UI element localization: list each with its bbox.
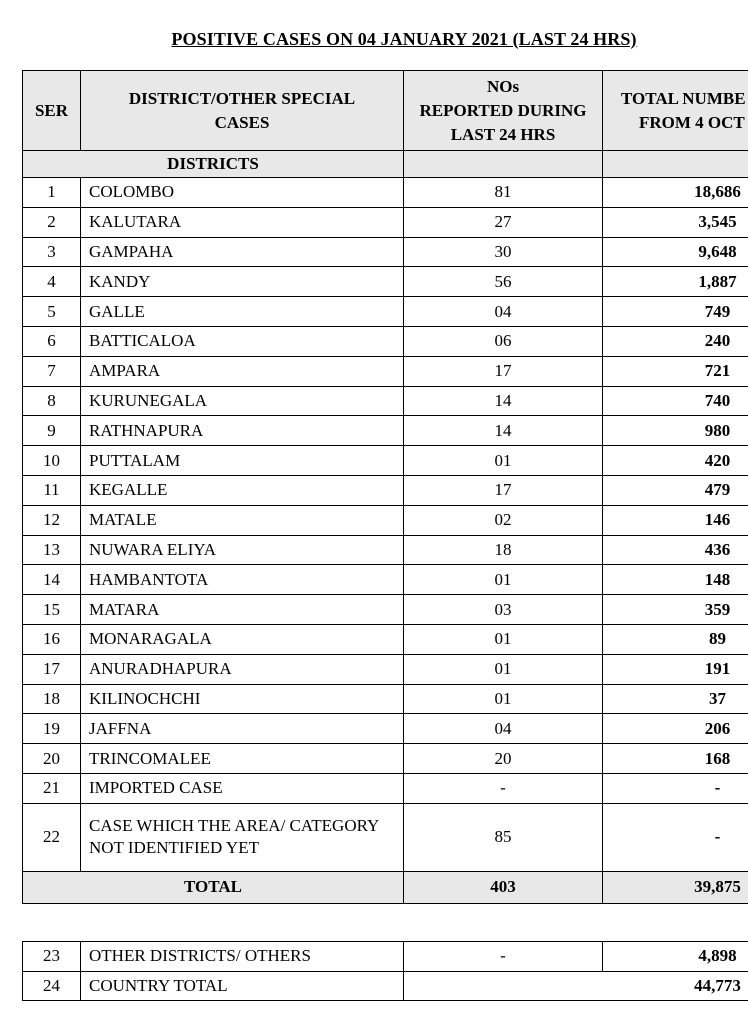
row-name: HAMBANTOTA (81, 565, 404, 595)
row-reported: 04 (404, 297, 603, 327)
row-reported: 17 (404, 475, 603, 505)
table-row (23, 326, 748, 356)
table-row (23, 565, 748, 595)
table-row (23, 595, 748, 625)
row-total: 359 (603, 595, 748, 625)
header-total (603, 71, 748, 151)
row-total: 44,773 (404, 971, 748, 1001)
row-reported: 04 (404, 714, 603, 744)
row-ser: 3 (23, 237, 81, 267)
row-reported: 85 (404, 803, 603, 871)
row-name: RATHNAPURA (81, 416, 404, 446)
total-reported: 403 (404, 871, 603, 903)
cases-table (22, 70, 748, 904)
row-name: NUWARA ELIYA (81, 535, 404, 565)
row-reported: 01 (404, 565, 603, 595)
total-total: 39,875 (603, 871, 748, 903)
row-ser: 15 (23, 595, 81, 625)
row-name: JAFFNA (81, 714, 404, 744)
row-reported: 18 (404, 535, 603, 565)
row-reported: 56 (404, 267, 603, 297)
row-total: 146 (603, 505, 748, 535)
row-name: ANURADHAPURA (81, 654, 404, 684)
row-name: MATALE (81, 505, 404, 535)
table-row (23, 773, 748, 803)
row-name: MONARAGALA (81, 624, 404, 654)
section-label: DISTRICTS (23, 151, 404, 178)
row-reported: - (404, 773, 603, 803)
row-ser: 24 (23, 971, 81, 1001)
table-row (23, 624, 748, 654)
row-ser: 22 (23, 803, 81, 871)
header-reported-line1: NOs (486, 76, 520, 96)
row-reported: 01 (404, 654, 603, 684)
row-ser: 2 (23, 207, 81, 237)
row-name: CASE WHICH THE AREA/ CATEGORY NOT IDENTIFIED YET (81, 803, 404, 871)
table-row (23, 971, 748, 1001)
table-row (23, 297, 748, 327)
row-ser: 4 (23, 267, 81, 297)
row-ser: 6 (23, 326, 81, 356)
row-ser: 23 (23, 942, 81, 972)
row-reported: 30 (404, 237, 603, 267)
row-total: 206 (603, 714, 748, 744)
total-label: TOTAL (23, 871, 404, 903)
header-reported-line2: REPORTED DURING (419, 100, 587, 120)
row-name: KALUTARA (81, 207, 404, 237)
row-total: 4,898 (603, 942, 748, 972)
row-total: 1,887 (603, 267, 748, 297)
table-row (23, 267, 748, 297)
page-title: POSITIVE CASES ON 04 JANUARY 2021 (LAST 24 HRS) (171, 29, 637, 49)
row-ser: 12 (23, 505, 81, 535)
header-total-line2: FROM 4 OCT (639, 112, 745, 132)
row-total: 191 (603, 654, 748, 684)
row-ser: 18 (23, 684, 81, 714)
row-ser: 5 (23, 297, 81, 327)
row-total: 148 (603, 565, 748, 595)
table-row (23, 446, 748, 476)
row-total: 9,648 (603, 237, 748, 267)
section-row (23, 151, 748, 178)
header-district-line2: CASES (214, 112, 270, 132)
row-name: COUNTRY TOTAL (81, 971, 404, 1001)
row-name: MATARA (81, 595, 404, 625)
header-total-line1: TOTAL NUMBE (621, 88, 746, 108)
row-total: 721 (603, 356, 748, 386)
row-name: GALLE (81, 297, 404, 327)
table-row (23, 178, 748, 208)
row-name: AMPARA (81, 356, 404, 386)
table-row (23, 714, 748, 744)
row-total: 89 (603, 624, 748, 654)
row-total: 18,686 (603, 178, 748, 208)
header-district (81, 71, 404, 151)
row-reported: 14 (404, 416, 603, 446)
row-ser: 13 (23, 535, 81, 565)
table-row (23, 237, 748, 267)
table-row (23, 535, 748, 565)
row-total: - (603, 773, 748, 803)
row-name: PUTTALAM (81, 446, 404, 476)
row-ser: 11 (23, 475, 81, 505)
row-reported: 17 (404, 356, 603, 386)
row-reported: 14 (404, 386, 603, 416)
row-reported: 01 (404, 684, 603, 714)
table-row (23, 386, 748, 416)
table-row (23, 942, 748, 972)
row-reported: 03 (404, 595, 603, 625)
row-reported: 01 (404, 446, 603, 476)
row-total: 168 (603, 744, 748, 774)
row-ser: 8 (23, 386, 81, 416)
row-name: KURUNEGALA (81, 386, 404, 416)
row-name: IMPORTED CASE (81, 773, 404, 803)
row-ser: 10 (23, 446, 81, 476)
row-total: 479 (603, 475, 748, 505)
row-total: 749 (603, 297, 748, 327)
header-row (23, 71, 748, 151)
header-reported (404, 71, 603, 151)
row-name: BATTICALOA (81, 326, 404, 356)
row-name: KANDY (81, 267, 404, 297)
row-ser: 19 (23, 714, 81, 744)
table-row (23, 803, 748, 871)
row-name: GAMPAHA (81, 237, 404, 267)
row-total: 3,545 (603, 207, 748, 237)
row-name: COLOMBO (81, 178, 404, 208)
row-total: 740 (603, 386, 748, 416)
section-empty-total (603, 151, 748, 178)
row-ser: 17 (23, 654, 81, 684)
total-row (23, 871, 748, 903)
row-total: 420 (603, 446, 748, 476)
header-ser: SER (23, 71, 81, 151)
row-total: 980 (603, 416, 748, 446)
row-ser: 20 (23, 744, 81, 774)
row-reported: 01 (404, 624, 603, 654)
table-row (23, 505, 748, 535)
row-name: KILINOCHCHI (81, 684, 404, 714)
row-name: TRINCOMALEE (81, 744, 404, 774)
row-name: KEGALLE (81, 475, 404, 505)
row-reported: 20 (404, 744, 603, 774)
row-ser: 7 (23, 356, 81, 386)
row-ser: 1 (23, 178, 81, 208)
table-row (23, 684, 748, 714)
section-empty-reported (404, 151, 603, 178)
header-reported-line3: LAST 24 HRS (450, 124, 556, 144)
row-ser: 9 (23, 416, 81, 446)
row-total: 436 (603, 535, 748, 565)
header-district-line1: DISTRICT/OTHER SPECIAL (128, 88, 356, 108)
table-row (23, 744, 748, 774)
table-row (23, 207, 748, 237)
row-name: OTHER DISTRICTS/ OTHERS (81, 942, 404, 972)
row-reported: 06 (404, 326, 603, 356)
row-reported: 02 (404, 505, 603, 535)
row-reported: 81 (404, 178, 603, 208)
row-total: 37 (603, 684, 748, 714)
row-total: 240 (603, 326, 748, 356)
row-total: - (603, 803, 748, 871)
table-row (23, 654, 748, 684)
table-row (23, 356, 748, 386)
district-rows (23, 178, 748, 872)
other-totals-table (22, 941, 748, 1001)
row-ser: 16 (23, 624, 81, 654)
row-ser: 14 (23, 565, 81, 595)
table-row (23, 416, 748, 446)
row-reported: 27 (404, 207, 603, 237)
table-row (23, 475, 748, 505)
row-ser: 21 (23, 773, 81, 803)
row-reported: - (404, 942, 603, 972)
